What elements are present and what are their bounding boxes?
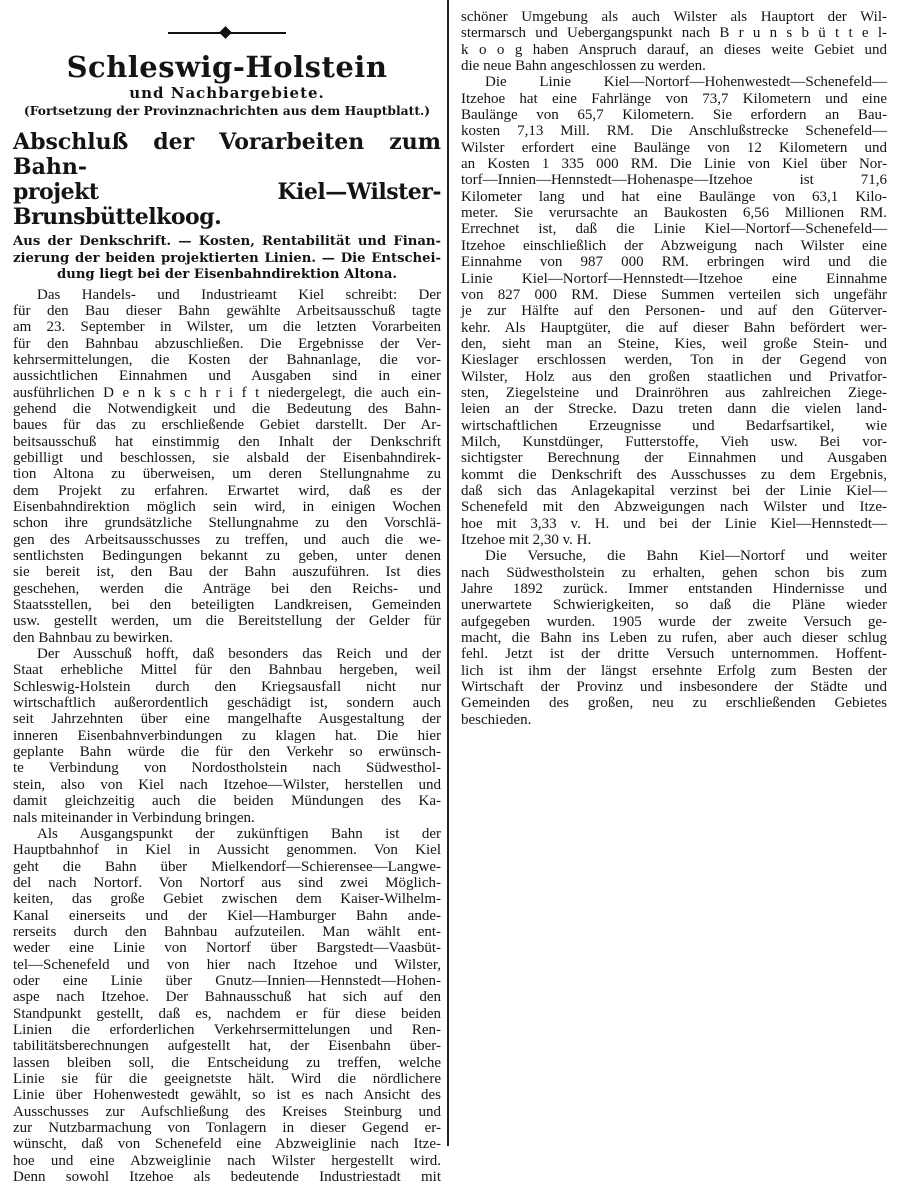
text-line: Als Ausgangspunkt der zukünftigen Bahn ist der xyxy=(13,826,441,842)
text-line: seit Jahrzehnten über eine mangelhafte Ausgestaltung der xyxy=(13,711,441,727)
text-line: schon ihre grundsätzliche Stellungnahme zu den Vorschlä- xyxy=(13,515,441,531)
text-line: Staatsstellen, bei den beteiligten Landkreisen, Gemeinden xyxy=(13,597,441,613)
text-line: Hauptbahnhof in Kiel in Aussicht genommen. Von Kiel xyxy=(13,842,441,858)
text-line: Wilster, Holz aus den großen staatlichen und Privatfor- xyxy=(461,369,887,385)
text-line: keiten, das große Gebiet zwischen dem Kaiser-Wilhelm- xyxy=(13,891,441,907)
section-subtitle: und Nachbargebiete. xyxy=(13,84,441,102)
text-line: geht die Bahn über Mielkendorf—Schierensee—Langwe- xyxy=(13,859,441,875)
text-line: Kanal einerseits und der Kiel—Hamburger Bahn ande- xyxy=(13,908,441,924)
text-line: Standpunkt gestellt, daß es, nachdem er für diese beiden xyxy=(13,1006,441,1022)
text-line: Wirtschaft der Provinz und insbesondere der Städte und xyxy=(461,679,887,695)
text-line: Kilometer lang und hat eine Baulänge von 63,1 Kilo- xyxy=(461,189,887,205)
paragraph xyxy=(13,826,441,1185)
text-line: wünscht, daß von Schenefeld eine Abzweiglinie nach Itze- xyxy=(13,1136,441,1152)
text-line: an Kosten 1 335 000 RM. Die Linie von Kiel über Nor- xyxy=(461,156,887,172)
text-line: Kieslager erschlossen werden, Ton in der Gegend von xyxy=(461,352,887,368)
paragraph xyxy=(461,74,887,548)
headline-line: Abschluß der Vorarbeiten zum Bahn- xyxy=(13,130,441,180)
text-line: je zur Hälfte auf den Personen- und auf den Güterver- xyxy=(461,303,887,319)
text-line: meter. Sie verursachte an Baukosten 6,56 Millionen RM. xyxy=(461,205,887,221)
text-line: baues für das zu erschließende Gebiet darstellt. Der Ar- xyxy=(13,417,441,433)
text-line: am 23. September in Wilster, um die letzten Vorarbeiten xyxy=(13,319,441,335)
text-line: macht, die Bahn ins Leben zu rufen, aber auch dieser schlug xyxy=(461,630,887,646)
text-line: wirtschaftlichen Erzeugnisse und Bedarfsartikel, wie xyxy=(461,418,887,434)
text-line: Der Ausschuß hofft, daß besonders das Reich und der xyxy=(13,646,441,662)
text-line: geplante Bahn würde die für den Verkehr so erwünsch- xyxy=(13,744,441,760)
text-line: Linie sie für die geeignetste hält. Wird die nördlichere xyxy=(13,1071,441,1087)
text-line: fehl. Jetzt ist der dritte Versuch unternommen. Hoffent- xyxy=(461,646,887,662)
text-line: gehend die Notwendigkeit und die Bedeutung des Bahn- xyxy=(13,401,441,417)
text-line: damit gleichzeitig auch die beiden Mündungen des Ka- xyxy=(13,793,441,809)
section-title: Schleswig-Holstein xyxy=(13,50,441,84)
paragraph xyxy=(13,287,441,647)
text-line: Milch, Kunstdünger, Futterstoffe, Vieh usw. Bei vor- xyxy=(461,434,887,450)
text-line: dem Projekt zu erfahren. Erwartet wird, daß es der xyxy=(13,483,441,499)
text-line: del nach Nortorf. Von Nortorf aus sind zwei Möglich- xyxy=(13,875,441,891)
paragraph xyxy=(461,9,887,74)
text-line: Gemeinden des großen, neu zu erschließenden Gebietes xyxy=(461,695,887,711)
deck-line: zierung der beiden projektierten Linien. — Die Entschei- xyxy=(13,251,441,268)
text-line: stein, also von Kiel nach Itzehoe—Wilster, herstellen und xyxy=(13,777,441,793)
text-line: lich ist ihm der längst ersehnte Erfolg zum Besten der xyxy=(461,663,887,679)
text-line: schöner Umgebung als auch Wilster als Hauptort der Wil- xyxy=(461,9,887,25)
text-line: beitsausschuß hat einstimmig den Inhalt der Denkschrift xyxy=(13,434,441,450)
text-line: kehrsermittelungen, die Kosten der Bahnanlage, die vor- xyxy=(13,352,441,368)
text-line: wirtschaftlich außerordentlich geschädigt ist, sondern auch xyxy=(13,695,441,711)
text-line: Itzehoe mit 2,30 v. H. xyxy=(461,532,887,548)
paragraph xyxy=(461,548,887,728)
text-line: Denn sowohl Itzehoe als bedeutende Industriestadt mit xyxy=(13,1169,441,1185)
article-body-left xyxy=(13,287,441,1185)
column-rule xyxy=(447,0,449,1146)
text-line: Die Linie Kiel—Nortorf—Hohenwestedt—Schenefeld— xyxy=(461,74,887,90)
text-line: Einnahme von 987 000 RM. erbringen wird und die xyxy=(461,254,887,270)
text-line: aspe nach Itzehoe. Der Bahnausschuß hat sich auf den xyxy=(13,989,441,1005)
text-line: kehr. Als Hauptgüter, die auf dieser Bahn befördert wer- xyxy=(461,320,887,336)
text-line: Die Versuche, die Bahn Kiel—Nortorf und weiter xyxy=(461,548,887,564)
text-line: te Verbindung von Nordostholstein nach Südwesthol- xyxy=(13,760,441,776)
text-line: torf—Innien—Hennstedt—Hohenaspe—Itzehoe ist 71,6 xyxy=(461,172,887,188)
text-line: für den Bahnbau abzuschließen. Die Ergebnisse der Ver- xyxy=(13,336,441,352)
text-line: hoe und eine Abzweiglinie nach Wilster hergestellt wird. xyxy=(13,1153,441,1169)
text-line: kommt die Denkschrift des Ausschusses zu dem Ergebnis, xyxy=(461,467,887,483)
text-line: aufgegeben wurden. 1905 wurde der zweite Versuch ge- xyxy=(461,614,887,630)
text-line: Linien die erforderlichen Verkehrsermittelungen und Ren- xyxy=(13,1022,441,1038)
text-line: tion Altona zu überweisen, um deren Stellungnahme zu xyxy=(13,466,441,482)
article-deck xyxy=(13,234,441,284)
text-line: für den Bau dieser Bahn gewählte Arbeitsausschuß tagte xyxy=(13,303,441,319)
text-line: nach Südwestholstein zu erhalten, gehen schon bis zum xyxy=(461,565,887,581)
right-column xyxy=(461,6,887,728)
text-line: Linie über Hohenwestedt gewählt, so ist es nach Ansicht des xyxy=(13,1087,441,1103)
text-line: weder eine Linie von Nortorf über Bargstedt—Vaasbüt- xyxy=(13,940,441,956)
text-line: tel—Schenefeld und von hier nach Itzehoe und Wilster, xyxy=(13,957,441,973)
text-line: rerseits durch den Bahnbau aufzuteilen. Man wählt ent- xyxy=(13,924,441,940)
headline-line: projekt Kiel—Wilster-Brunsbüttelkoog. xyxy=(13,180,441,230)
text-line: Schleswig-Holstein durch den Kriegsausfall nicht nur xyxy=(13,679,441,695)
text-line: usw. gestellt werden, um die Bereitstellung der Gelder für xyxy=(13,613,441,629)
text-line: k o o g haben Anspruch darauf, an dieses weite Gebiet und xyxy=(461,42,887,58)
text-line: kosten 7,13 Mill. RM. Die Anschlußstrecke Schenefeld— xyxy=(461,123,887,139)
text-line: tabilitätsberechnungen aufgestellt hat, der Eisenbahn über- xyxy=(13,1038,441,1054)
article-headline xyxy=(13,130,441,230)
text-line: unerwartete Schwierigkeiten, so daß die Pläne wieder xyxy=(461,597,887,613)
text-line: inneren Eisenbahnverbindungen zu klagen hat. Die hier xyxy=(13,728,441,744)
text-line: sentlichsten Bedingungen bekannt zu geben, unter denen xyxy=(13,548,441,564)
text-line: ausführlichen D e n k s c h r i f t niedergelegt, die auch ein- xyxy=(13,385,441,401)
text-line: oder eine Linie über Gnutz—Innien—Hennstedt—Hohen- xyxy=(13,973,441,989)
text-line: nals miteinander in Verbindung bringen. xyxy=(13,810,441,826)
text-line: beschieden. xyxy=(461,712,887,728)
text-line: aussichtlichen Einnahmen und Ausgaben sind in einer xyxy=(13,368,441,384)
text-line: Das Handels- und Industrieamt Kiel schreibt: Der xyxy=(13,287,441,303)
text-line: zur Nutzbarmachung von Tonlagern in dieser Gegend er- xyxy=(13,1120,441,1136)
text-line: leien an der Strecke. Dazu treten dann die vielen land- xyxy=(461,401,887,417)
text-line: die neue Bahn angeschlossen zu werden. xyxy=(461,58,887,74)
text-line: Wilster erfordert eine Baulänge von 12 Kilometern und xyxy=(461,140,887,156)
text-line: Linie Kiel—Nortorf—Hennstedt—Itzehoe eine Einnahme xyxy=(461,271,887,287)
text-line: Jahre 1892 zurück. Immer entstanden Hindernisse und xyxy=(461,581,887,597)
text-line: gebilligt und beschlossen, sie alsbald der Eisenbahndirek- xyxy=(13,450,441,466)
text-line: Eisenbahndirektion möglich sein wird, in einigen Wochen xyxy=(13,499,441,515)
text-line: den, sieht man an Steine, Kies, weil große Stein- und xyxy=(461,336,887,352)
text-line: Staat erhebliche Mittel für den Bahnbau hergeben, weil xyxy=(13,662,441,678)
text-line: den Bahnbau zu bewirken. xyxy=(13,630,441,646)
text-line: hoe mit 3,33 v. H. und bei der Linie Kiel—Hennstedt— xyxy=(461,516,887,532)
text-line: daß sich das Anlagekapital verzinst bei der Linie Kiel— xyxy=(461,483,887,499)
article-body-right xyxy=(461,9,887,728)
text-line: sten, Ziegelsteine und Drainröhren aus zahlreichen Ziege- xyxy=(461,385,887,401)
text-line: Ausschusses zur Aufschließung des Kreises Steinburg und xyxy=(13,1104,441,1120)
text-line: gen des Arbeitsausschusses zu treffen, und auch die we- xyxy=(13,532,441,548)
ornament-divider xyxy=(168,26,286,40)
text-line: geschehen, werden die Anträge bei den Reichs- und xyxy=(13,581,441,597)
text-line: Errechnet ist, daß die Linie Kiel—Nortorf—Schenefeld— xyxy=(461,221,887,237)
text-line: lassen bleiben soll, die Entscheidung zu treffen, welche xyxy=(13,1055,441,1071)
text-line: stermarsch und Uebergangspunkt nach B r u n s b ü t t e l- xyxy=(461,25,887,41)
text-line: Itzehoe hat eine Fahrlänge von 73,7 Kilometern und eine xyxy=(461,91,887,107)
deck-line: Aus der Denkschrift. — Kosten, Rentabilität und Finan- xyxy=(13,234,441,251)
text-line: Baulänge von 65,7 Kilometern. Sie erfordern an Bau- xyxy=(461,107,887,123)
text-line: von 827 000 RM. Diese Summen verteilen sich ungefähr xyxy=(461,287,887,303)
deck-line: dung liegt bei der Eisenbahndirektion Altona. xyxy=(13,267,441,284)
text-line: sie bereit ist, den Bau der Bahn auszuführen. Ist dies xyxy=(13,564,441,580)
text-line: sichtigster Berechnung der Einnahmen und Ausgaben xyxy=(461,450,887,466)
text-line: Schenefeld mit den Abzweigungen nach Wilster und Itze- xyxy=(461,499,887,515)
text-line: Itzehoe einschließlich der Abzweigung nach Wilster eine xyxy=(461,238,887,254)
left-column xyxy=(13,0,441,1185)
paragraph xyxy=(13,646,441,826)
continuation-note: (Fortsetzung der Provinznachrichten aus dem Hauptblatt.) xyxy=(13,102,441,120)
